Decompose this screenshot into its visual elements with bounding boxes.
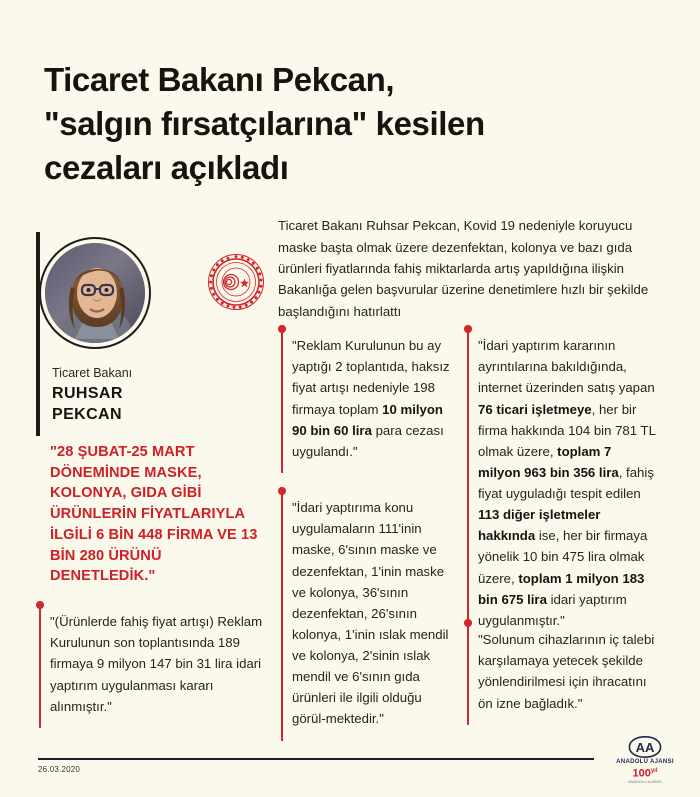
quote-accent-bar <box>467 329 469 642</box>
avatar <box>45 243 145 343</box>
left-accent-bar <box>36 232 40 436</box>
quote-text: "İdari yaptırıma konu uygulamaların 111'inin maske, 6'sının maske ve dezenfektan, 1'inin maske ve kolonya, 36'sının dezenfektan, 26'sının kolonya, 1'inin ıslak mendil ve kolonya, 2'sinin ıslak mendil ve 6'sının gıda ürünleri ile ilgili olduğu görül-mektedir." <box>292 500 449 727</box>
quote-bullet-dot-icon <box>464 619 472 627</box>
intro-paragraph: Ticaret Bakanı Ruhsar Pekcan, Kovid 19 nedeniyle koruyucu maske başta olmak üzere dezenfektan, kolonya ve bazı gıda ürünleri fiyatlarında fahiş miktarlarda artış yapıldığına ilişkin Bakanlığa gelen başvurular üzerine denetimlere hızlı bir şekilde başlandığını hatırlattı <box>278 218 649 319</box>
publish-date: 26.03.2020 <box>38 765 81 774</box>
quote-bullet-dot-icon <box>278 325 286 333</box>
anniversary-number: 100 <box>632 767 651 780</box>
quote-block-middle-top <box>278 322 450 475</box>
headline-line-2: "salgın fırsatçılarına" kesilen <box>44 104 485 142</box>
anniversary-subtitle: ANADOLU AJANSI <box>628 779 662 784</box>
anniversary-mark <box>612 768 678 780</box>
quote-accent-bar <box>467 623 469 725</box>
agency-logo <box>612 736 678 784</box>
quote-text: "Reklam Kurulunun bu ay yaptığı 2 toplantıda, haksız fiyat artışı nedeniyle 198 firmaya toplam 10 milyon 90 bin 60 lira para cezası uygulandı." <box>292 338 450 459</box>
profile-last-name: PEKCAN <box>52 406 122 424</box>
quote-text: "(Ürünlerde fahiş fiyat artışı) Reklam Kurulunun son toplantısında 189 firmaya 9 milyon 147 bin 31 lira idari yaptırım uygulanması kararı alınmıştır." <box>50 614 263 714</box>
agency-name: ANADOLU AJANSI <box>616 759 674 765</box>
profile-role: Ticaret Bakanı <box>52 366 133 380</box>
quote-accent-bar <box>281 329 283 473</box>
headline-line-3: cezaları açıkladı <box>44 148 289 186</box>
quote-accent-bar <box>281 491 283 741</box>
quote-block-middle-bottom <box>278 484 450 743</box>
quote-block-right-bottom <box>464 616 656 727</box>
profile-first-name: RUHSAR <box>52 385 123 402</box>
aa-monogram-icon <box>628 736 662 758</box>
profile-name <box>52 383 232 425</box>
ministry-emblem-icon <box>207 253 265 311</box>
highlight-quote: "28 ŞUBAT-25 MART DÖNEMİNDE MASKE, KOLONYA, GIDA GİBİ ÜRÜNLERİN FİYATLARIYLA İLGİLİ 6 BİN 448 FİRMA VE 13 BİN 280 ÜRÜNÜ DENETLEDİK." <box>50 444 258 585</box>
quote-text: "Solunum cihazlarının iç talebi karşılamaya yetecek şekilde yönlendirilmesi için ihracatını ön izne bağladık." <box>478 632 655 711</box>
headline-line-1: Ticaret Bakanı Pekcan, <box>44 61 395 99</box>
svg-text:AA: AA <box>635 740 655 755</box>
quote-bullet-dot-icon <box>36 601 44 609</box>
anniversary-suffix: yıl <box>650 768 658 774</box>
quote-accent-bar <box>39 605 41 728</box>
footer-divider <box>38 758 594 760</box>
quote-block-left-bottom <box>36 598 268 730</box>
quote-text: "İdari yaptırım kararının ayrıntılarına bakıldığında, internet üzerinden satış yapan 76 ticari işletmeye, her bir firma hakkında 104 bin 781 TL olmak üzere, toplam 7 milyon 963 bin 356 lira, fahiş fiyat uyguladığı tespit edilen 113 diğer işletmeler hakkında ise, her bir firmaya yönelik 10 bin 475 lira olmak üzere, toplam 1 milyon 183 bin 675 lira idari yaptırım uygulanmıştır." <box>478 338 656 628</box>
quote-bullet-dot-icon <box>278 487 286 495</box>
quote-bullet-dot-icon <box>464 325 472 333</box>
page-title <box>44 58 644 190</box>
quote-block-right-top <box>464 322 656 644</box>
